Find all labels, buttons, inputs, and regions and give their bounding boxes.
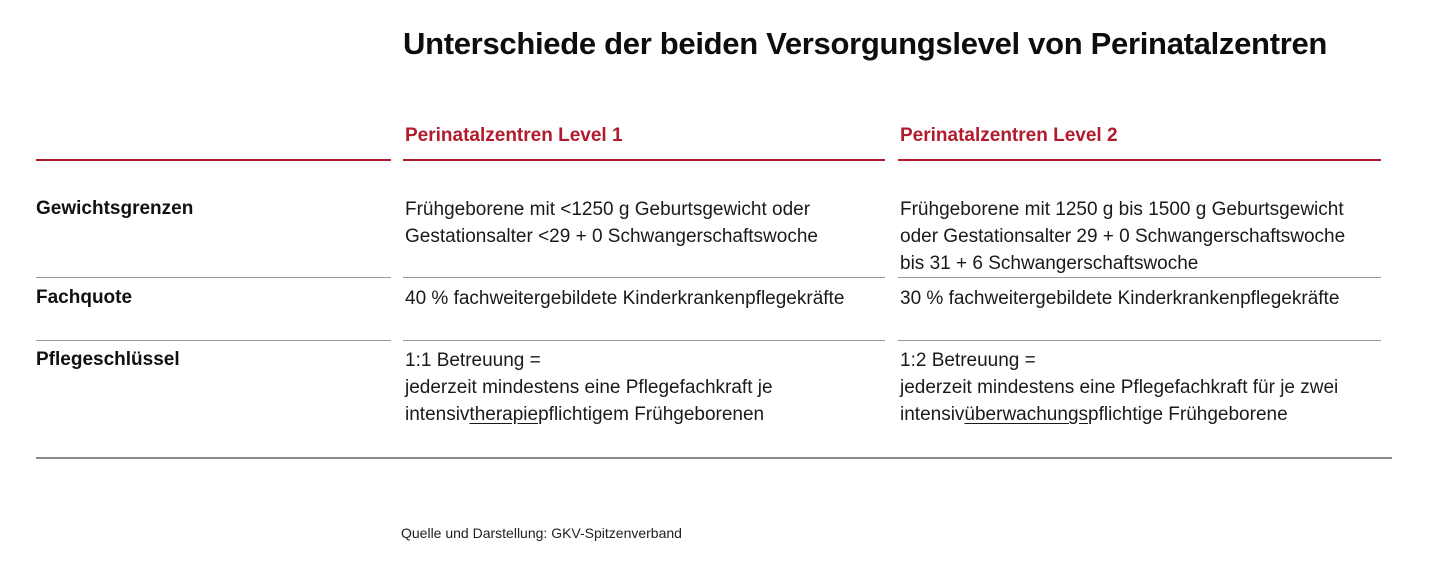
row-divider [36,340,391,341]
cell-pflegeschluessel-level-2 [900,347,1338,428]
cell-gewichtsgrenzen-level-1 [405,196,818,250]
cell-line [405,401,773,428]
row-divider [898,340,1381,341]
cell-line: jederzeit mindestens eine Pflegefachkraft je [405,377,773,398]
cell-fachquote-level-1 [405,285,844,312]
cell-line: Frühgeborene mit 1250 g bis 1500 g Geburtsgewicht [900,199,1344,220]
table-bottom-rule [36,457,1392,459]
cell-gewichtsgrenzen-level-2 [900,196,1345,277]
text-fragment: pflichtige Frühgeborene [1088,404,1288,425]
row-label-gewichtsgrenzen: Gewichtsgrenzen [36,198,194,219]
cell-line: 40 % fachweitergebildete Kinderkrankenpflegekräfte [405,288,845,309]
row-divider [403,340,885,341]
source-note: Quelle und Darstellung: GKV-Spitzenverband [401,525,682,541]
cell-line: jederzeit mindestens eine Pflegefachkraft für je zwei [900,377,1339,398]
column-header-level-2: Perinatalzentren Level 2 [900,125,1118,146]
header-rule-level-1 [403,159,885,161]
row-divider [898,277,1381,278]
cell-line: oder Gestationsalter 29 + 0 Schwangerschaftswoche [900,226,1346,247]
header-rule-label [36,159,391,161]
text-fragment: intensiv [405,404,470,425]
row-divider [403,277,885,278]
cell-line: Frühgeborene mit <1250 g Geburtsgewicht oder [405,199,811,220]
cell-line: 1:1 Betreuung = [405,350,541,371]
cell-fachquote-level-2 [900,285,1339,312]
column-header-level-1: Perinatalzentren Level 1 [405,125,623,146]
row-label-fachquote: Fachquote [36,287,133,308]
header-rule-level-2 [898,159,1381,161]
row-label-pflegeschluessel: Pflegeschlüssel [36,349,180,370]
cell-pflegeschluessel-level-1 [405,347,773,428]
page-title: Unterschiede der beiden Versorgungslevel von Perinatalzentren [403,26,1328,61]
text-fragment: intensiv [900,404,965,425]
text-fragment: pflichtigem Frühgeborenen [538,404,765,425]
underlined-term: überwachungs [964,404,1089,425]
cell-line: bis 31 + 6 Schwangerschaftswoche [900,253,1199,274]
cell-line: Gestationsalter <29 + 0 Schwangerschaftswoche [405,226,818,247]
cell-line [900,401,1338,428]
row-divider [36,277,391,278]
cell-line: 1:2 Betreuung = [900,350,1036,371]
underlined-term: therapie [469,404,539,425]
cell-line: 30 % fachweitergebildete Kinderkrankenpflegekräfte [900,288,1340,309]
